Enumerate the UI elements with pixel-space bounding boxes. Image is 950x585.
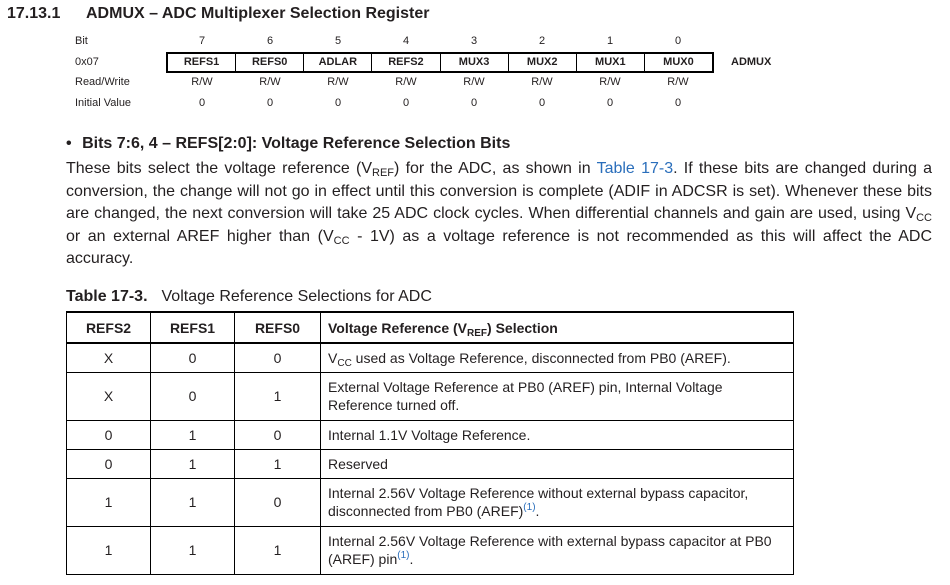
rw-value: R/W xyxy=(599,76,621,88)
selection-cell: Internal 2.56V Voltage Reference with external bypass capacitor at PB0 (AREF) pin$^{(1)}$. xyxy=(321,526,794,574)
refs1-cell: 1 xyxy=(151,449,235,478)
section-number: 17.13.1 xyxy=(7,5,61,22)
rw-row xyxy=(168,76,712,88)
bit-number: 7 xyxy=(198,35,206,47)
para-text: ) for the ADC, as shown in xyxy=(394,160,597,177)
field-cell: REFS2 xyxy=(372,54,440,71)
refs2-cell: 0 xyxy=(67,449,151,478)
table-row xyxy=(67,372,794,420)
initial-value: 0 xyxy=(538,97,546,109)
field-cell: ADLAR xyxy=(304,54,372,71)
footnote-ref[interactable]: (1) xyxy=(523,502,536,513)
initial-value-row xyxy=(168,97,712,109)
para-text: These bits select the voltage reference (V xyxy=(66,160,373,177)
header-refs0: REFS0 xyxy=(235,312,321,343)
header-refs1: REFS1 xyxy=(151,312,235,343)
refs2-cell: 0 xyxy=(67,420,151,449)
register-name: ADMUX xyxy=(731,56,772,68)
bit-number: 1 xyxy=(606,35,614,47)
footnote-ref[interactable]: (1) xyxy=(397,550,410,561)
header-selection: Voltage Reference $(V_{REF})$ Selection xyxy=(321,312,794,343)
field-cell: MUX2 xyxy=(509,54,577,71)
bit-number: 4 xyxy=(402,35,410,47)
rw-value: R/W xyxy=(667,76,689,88)
rw-value: R/W xyxy=(327,76,349,88)
refs2-cell: 1 xyxy=(67,526,151,574)
initial-value: 0 xyxy=(470,97,478,109)
bit-number: 5 xyxy=(334,35,342,47)
refs0-cell: 0 xyxy=(235,420,321,449)
para-text: or an external AREF higher than (V xyxy=(66,227,334,245)
table-row xyxy=(67,449,794,478)
rw-value: R/W xyxy=(395,76,417,88)
refs0-cell: 1 xyxy=(235,372,321,420)
field-cell: MUX1 xyxy=(577,54,645,71)
field-cell: REFS1 xyxy=(168,54,236,71)
selection-cell: Reserved xyxy=(321,449,794,478)
refs0-cell: 1 xyxy=(235,526,321,574)
refs2-cell: 1 xyxy=(67,478,151,526)
field-cell: MUX3 xyxy=(441,54,509,71)
table-caption-label: Table 17-3. xyxy=(66,288,148,305)
table-caption xyxy=(66,288,432,306)
field-cell: MUX0 xyxy=(663,56,694,68)
table-row xyxy=(67,420,794,449)
bit-numbers-row xyxy=(168,35,712,47)
refs1-cell: 0 xyxy=(151,343,235,372)
refs1-cell: 1 xyxy=(151,478,235,526)
description-paragraph xyxy=(66,158,932,271)
register-fields xyxy=(166,52,714,73)
selection-cell: Internal 1.1V Voltage Reference. xyxy=(321,420,794,449)
table-header-row xyxy=(67,312,794,343)
voltage-reference-table xyxy=(66,311,794,575)
para-subscript: REF xyxy=(372,167,395,179)
refs2-cell: X xyxy=(67,343,151,372)
refs0-cell: 1 xyxy=(235,449,321,478)
initial-value: 0 xyxy=(334,97,342,109)
rw-value: R/W xyxy=(531,76,553,88)
para-subscript: CC xyxy=(333,234,350,247)
init-row-label: Initial Value xyxy=(75,97,132,109)
bullet-icon: • xyxy=(66,135,72,152)
selection-cell: $V_{CC}$ used as Voltage Reference, disconnected from PB0 (AREF). xyxy=(321,343,794,372)
para-text: - 1V) as a voltage reference is not recommended as this will affect the ADC accuracy. xyxy=(66,227,932,268)
bit-number: 3 xyxy=(470,35,478,47)
initial-value: 0 xyxy=(266,97,274,109)
rw-value: R/W xyxy=(191,76,213,88)
para-subscript: CC xyxy=(916,212,932,225)
bit-number: 2 xyxy=(538,35,546,47)
selection-cell: External Voltage Reference at PB0 (AREF) pin, Internal Voltage Reference turned off. xyxy=(321,372,794,420)
rw-value: R/W xyxy=(463,76,485,88)
bit-number: 6 xyxy=(266,35,274,47)
selection-cell: Internal 2.56V Voltage Reference without external bypass capacitor, disconnected from PB0 (AREF)$^{(1)}$. xyxy=(321,478,794,526)
refs1-cell: 1 xyxy=(151,526,235,574)
table-link[interactable]: Table 17-3 xyxy=(596,160,674,177)
refs0-cell: 0 xyxy=(235,343,321,372)
initial-value: 0 xyxy=(402,97,410,109)
rw-value: R/W xyxy=(259,76,281,88)
table-row xyxy=(67,343,794,372)
address-row-label: 0x07 xyxy=(75,56,99,68)
bit-row-label: Bit xyxy=(75,35,88,47)
bits-heading xyxy=(66,135,510,153)
field-cell: REFS0 xyxy=(236,54,304,71)
refs1-cell: 1 xyxy=(151,420,235,449)
initial-value: 0 xyxy=(606,97,614,109)
table-caption-text: Voltage Reference Selections for ADC xyxy=(161,288,432,305)
rw-row-label: Read/Write xyxy=(75,76,130,88)
section-title: ADMUX – ADC Multiplexer Selection Register xyxy=(86,5,430,22)
table-row xyxy=(67,526,794,574)
bits-heading-text: Bits 7:6, 4 – REFS[2:0]: Voltage Reference Selection Bits xyxy=(82,135,511,152)
refs1-cell: 0 xyxy=(151,372,235,420)
initial-value: 0 xyxy=(198,97,206,109)
refs0-cell: 0 xyxy=(235,478,321,526)
bit-number: 0 xyxy=(674,35,682,47)
refs2-cell: X xyxy=(67,372,151,420)
initial-value: 0 xyxy=(674,97,682,109)
para-text: . If these bits are changed during a conversion, the change will not go in effect until this conversion is complete (ADIF in ADCSR is set). Whenever these bits are changed, the next conversion will take 25 ADC clock cycles. When differential channels and gain are used, using V xyxy=(66,160,933,223)
header-refs2: REFS2 xyxy=(67,312,151,343)
table-row xyxy=(67,478,794,526)
